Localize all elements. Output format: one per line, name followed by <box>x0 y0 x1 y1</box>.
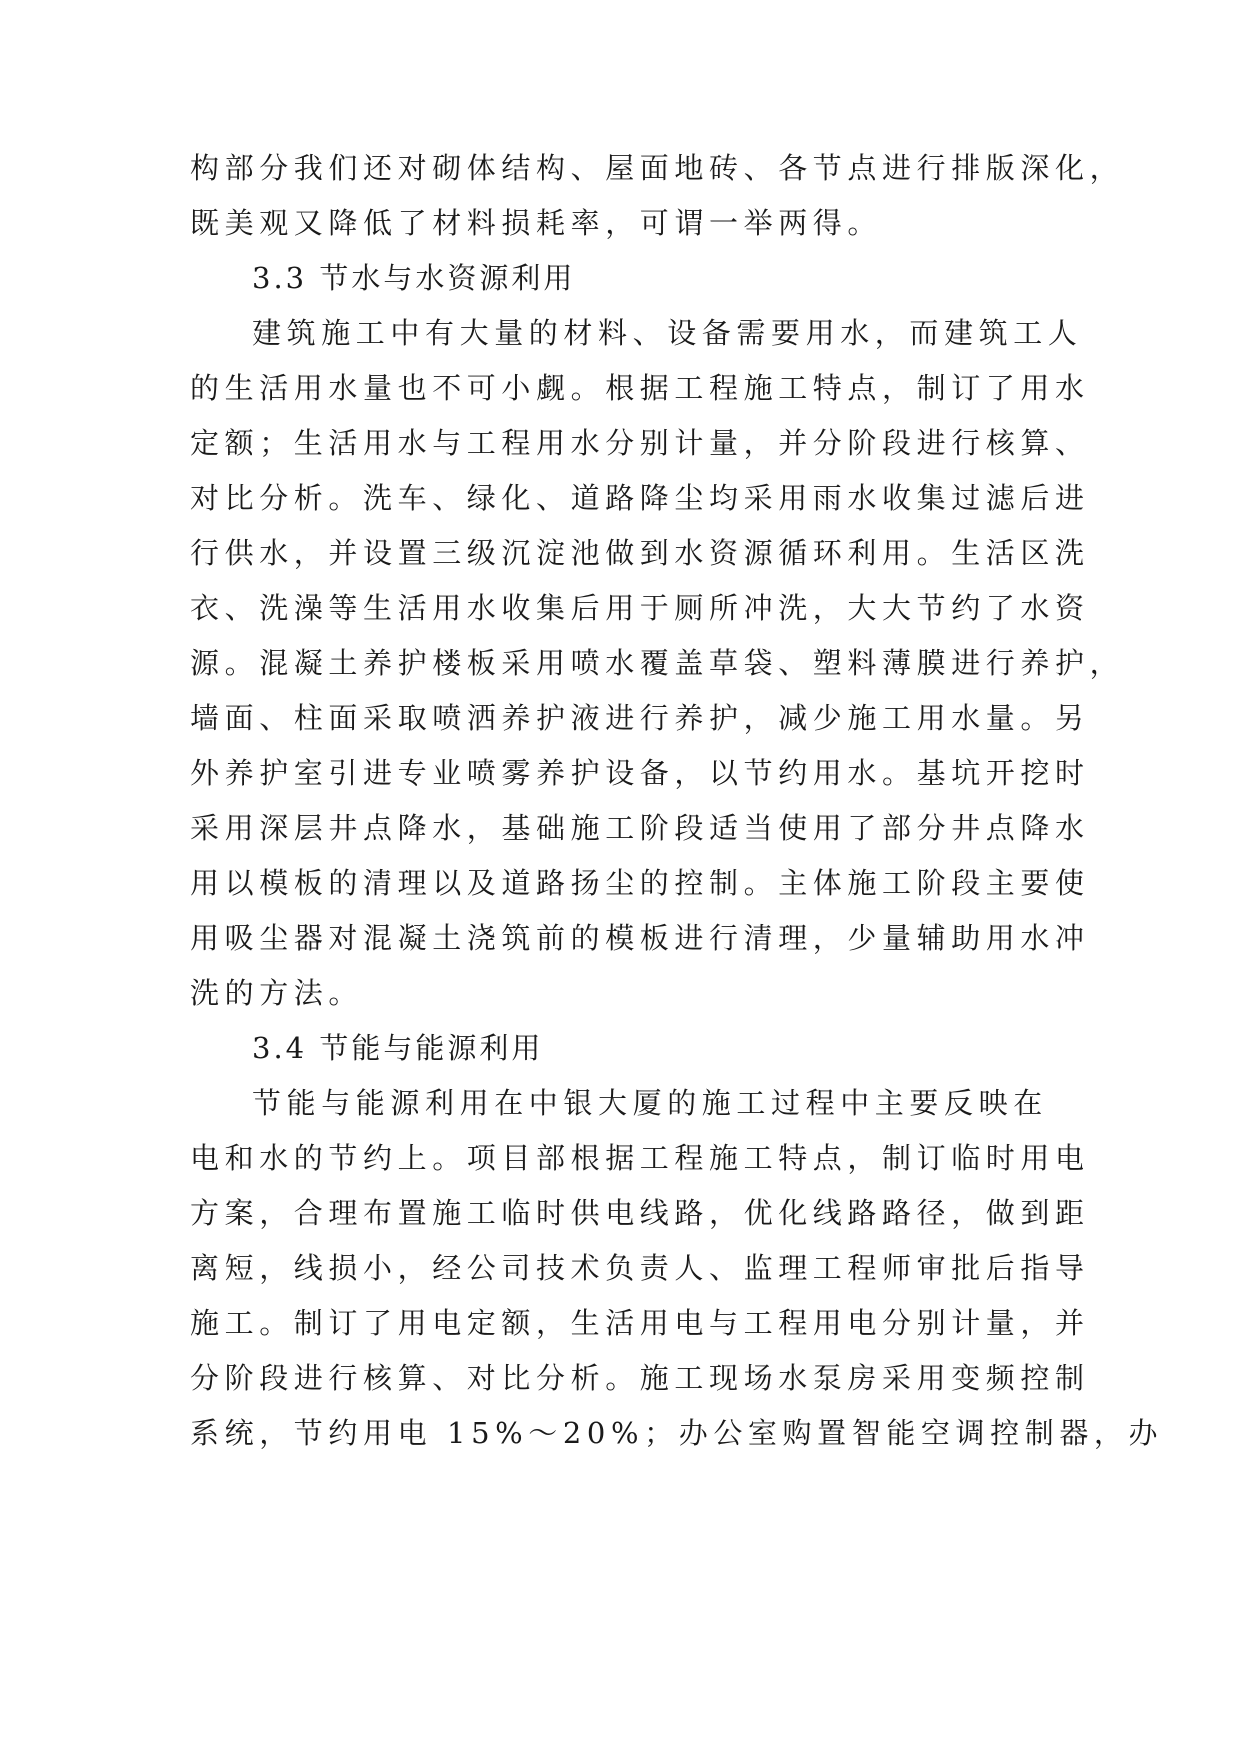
text-line: 洗的方法。 <box>190 976 364 1010</box>
text-line: 分阶段进行核算、对比分析。施工现场水泵房采用变频控制 <box>190 1361 1090 1395</box>
text-line: 对比分析。洗车、绿化、道路降尘均采用雨水收集过滤后进 <box>190 481 1090 515</box>
text-line: 系统，节约用电 15%～20%；办公室购置智能空调控制器，办 <box>190 1416 1164 1450</box>
text-line: 既美观又降低了材料损耗率，可谓一举两得。 <box>190 206 883 240</box>
text-line: 外养护室引进专业喷雾养护设备，以节约用水。基坑开挖时 <box>190 756 1090 790</box>
text-line: 用以模板的清理以及道路扬尘的控制。主体施工阶段主要使 <box>190 866 1090 900</box>
text-line: 的生活用水量也不可小觑。根据工程施工特点，制订了用水 <box>190 371 1090 405</box>
text-line: 构部分我们还对砌体结构、屋面地砖、各节点进行排版深化， <box>190 151 1125 185</box>
section-heading: 3.3 节水与水资源利用 <box>252 261 576 295</box>
text-line: 衣、洗澡等生活用水收集后用于厕所冲洗，大大节约了水资 <box>190 591 1090 625</box>
text-line: 行供水，并设置三级沉淀池做到水资源循环利用。生活区洗 <box>190 536 1090 570</box>
paragraph-first-line: 节能与能源利用在中银大厦的施工过程中主要反映在 <box>252 1086 1048 1120</box>
text-line: 定额；生活用水与工程用水分别计量，并分阶段进行核算、 <box>190 426 1090 460</box>
text-line: 离短，线损小，经公司技术负责人、监理工程师审批后指导 <box>190 1251 1090 1285</box>
text-line: 用吸尘器对混凝土浇筑前的模板进行清理，少量辅助用水冲 <box>190 921 1090 955</box>
text-line: 电和水的节约上。项目部根据工程施工特点，制订临时用电 <box>190 1141 1090 1175</box>
text-line: 源。混凝土养护楼板采用喷水覆盖草袋、塑料薄膜进行养护， <box>190 646 1125 680</box>
text-line: 采用深层井点降水，基础施工阶段适当使用了部分井点降水 <box>190 811 1090 845</box>
section-heading: 3.4 节能与能源利用 <box>252 1031 544 1065</box>
text-line: 墙面、柱面采取喷洒养护液进行养护，减少施工用水量。另 <box>190 701 1090 735</box>
text-line: 施工。制订了用电定额，生活用电与工程用电分别计量，并 <box>190 1306 1090 1340</box>
paragraph-first-line: 建筑施工中有大量的材料、设备需要用水，而建筑工人 <box>252 316 1083 350</box>
text-line: 方案，合理布置施工临时供电线路，优化线路路径，做到距 <box>190 1196 1090 1230</box>
